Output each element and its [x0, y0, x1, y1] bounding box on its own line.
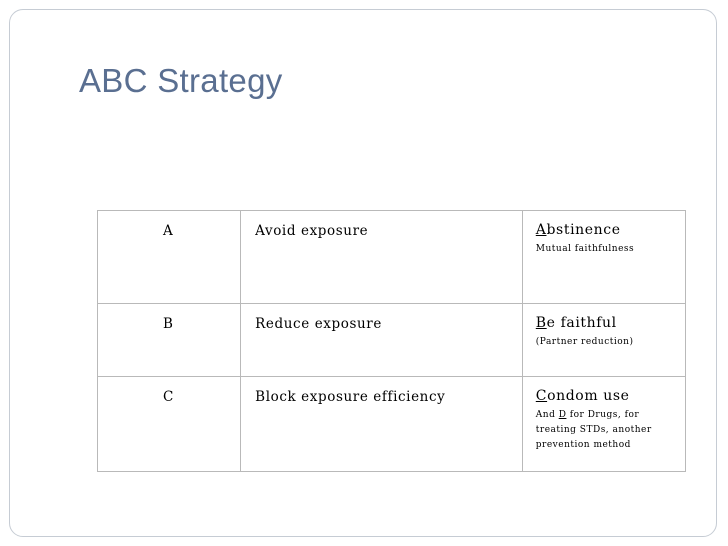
table-row	[98, 377, 686, 472]
detail-prefix: And	[535, 410, 559, 420]
strategy-label	[523, 211, 685, 238]
action-cell	[241, 211, 523, 304]
slide-title: ABC Strategy	[79, 62, 283, 99]
strategy-label	[523, 304, 685, 331]
action-cell	[241, 304, 523, 377]
letter-cell	[98, 304, 241, 377]
strategy-detail: Mutual faithfulness	[535, 244, 635, 254]
action-label: Block exposure efficiency	[255, 389, 446, 405]
strategy-rest: bstinence	[546, 222, 621, 238]
strategy-label	[523, 377, 685, 404]
strategy-rest: ondom use	[547, 388, 630, 404]
letter-label: A	[163, 223, 173, 239]
strategy-initial: A	[535, 222, 547, 238]
abc-table	[97, 210, 686, 472]
detail-initial: D	[558, 410, 567, 420]
table-row	[98, 304, 686, 377]
letter-label: C	[163, 389, 174, 405]
detail-rest: for Drugs, for treating STDs, another prevention method	[535, 410, 652, 450]
strategy-detail	[523, 404, 685, 453]
action-label: Reduce exposure	[255, 316, 382, 332]
table-row	[98, 211, 686, 304]
strategy-initial: C	[535, 388, 548, 404]
action-cell	[241, 377, 523, 472]
strategy-cell	[522, 211, 685, 304]
strategy-cell	[522, 304, 685, 377]
strategy-initial: B	[535, 315, 547, 331]
letter-label: B	[163, 316, 173, 332]
letter-cell	[98, 211, 241, 304]
strategy-detail: (Partner reduction)	[535, 337, 634, 347]
action-label: Avoid exposure	[255, 223, 369, 239]
strategy-cell	[522, 377, 685, 472]
letter-cell	[98, 377, 241, 472]
strategy-rest: e faithful	[546, 315, 617, 331]
